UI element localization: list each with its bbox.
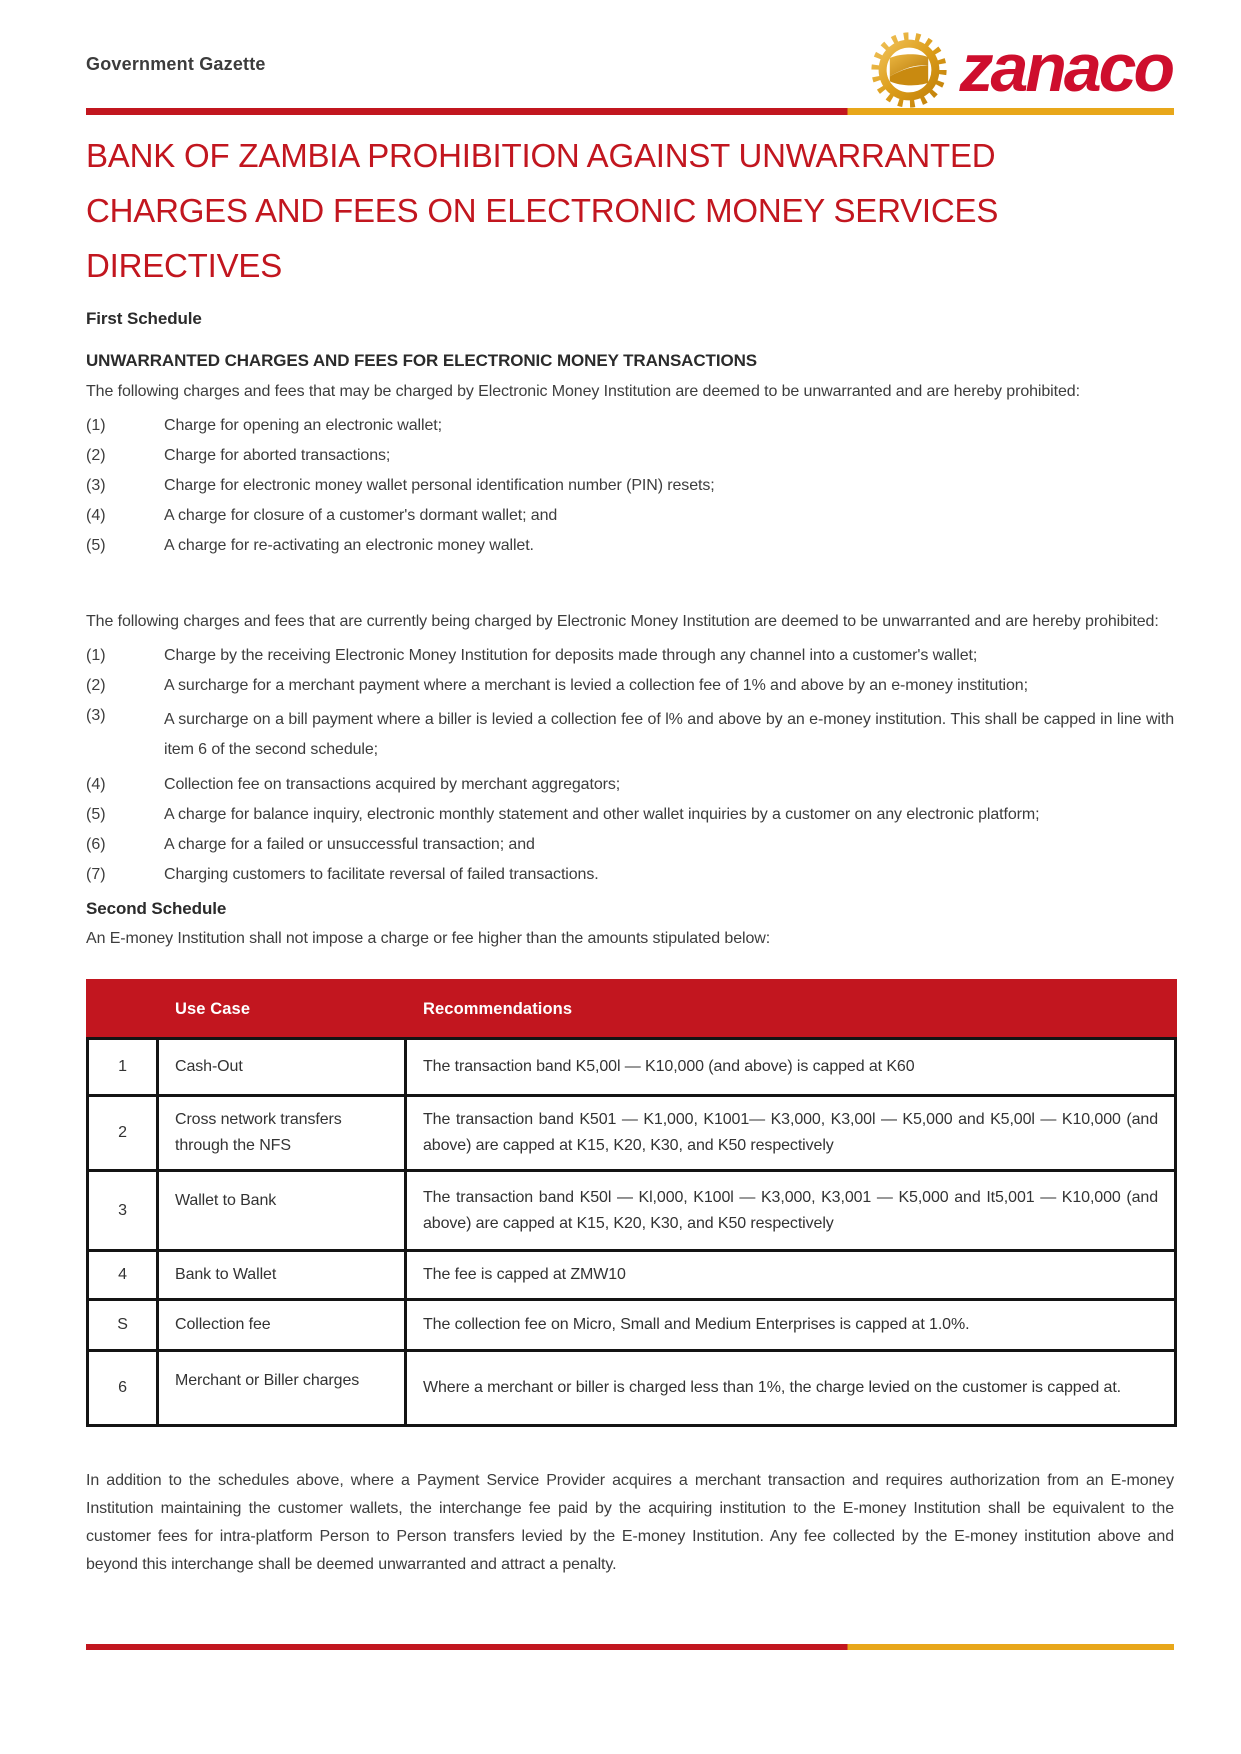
use-case-cell: Bank to Wallet xyxy=(158,1251,406,1300)
table-header-row xyxy=(88,981,1176,1039)
list-item xyxy=(86,445,1174,466)
table-row xyxy=(88,1171,1176,1251)
list-item-text: Charge for electronic money wallet personal identification number (PIN) resets; xyxy=(164,477,715,494)
list-item xyxy=(86,834,1174,855)
unwarranted-charges-subheading: UNWARRANTED CHARGES AND FEES FOR ELECTRONIC MONEY TRANSACTIONS xyxy=(86,351,757,370)
list-item-number: (2) xyxy=(86,677,106,694)
list-item-text: Collection fee on transactions acquired by merchant aggregators; xyxy=(164,776,621,793)
gazette-label: Government Gazette xyxy=(86,54,266,74)
list-item-text: A surcharge on a bill payment where a biller is levied a collection fee of l% and above by an e-money institution. This shall be capped in line with item 6 of the second schedule; xyxy=(164,711,1174,758)
table-row xyxy=(88,1251,1176,1300)
page-title xyxy=(86,128,1174,293)
recommendation-cell: The transaction band K501 — K1,000, K1001— K3,000, K3,00l — K5,000 and K5,00l — K10,000 (and above) are capped at K15, K20, K30, and K50 respectively xyxy=(406,1096,1176,1171)
header-cell-use-case: Use Case xyxy=(158,981,406,1039)
recommendation-cell: The fee is capped at ZMW10 xyxy=(406,1251,1176,1300)
list-item-number: (3) xyxy=(86,707,106,724)
row-number: 6 xyxy=(88,1351,158,1426)
row-number: 1 xyxy=(88,1039,158,1096)
second-schedule-intro: An E-money Institution shall not impose a charge or fee higher than the amounts stipulated below: xyxy=(86,930,771,947)
prohibited-charges-list-1 xyxy=(86,415,1174,556)
page-title-line-1: BANK OF ZAMBIA PROHIBITION AGAINST UNWARRANTED xyxy=(86,137,996,174)
header-cell-number xyxy=(88,981,158,1039)
second-schedule-heading: Second Schedule xyxy=(86,899,227,918)
list-item-number: (1) xyxy=(86,417,106,434)
list-item-number: (1) xyxy=(86,647,106,664)
page-header xyxy=(86,0,1174,106)
list-item xyxy=(86,774,1174,795)
header-cell-recommendations: Recommendations xyxy=(406,981,1176,1039)
list-item xyxy=(86,675,1174,696)
prohibited-charges-list-2 xyxy=(86,645,1174,885)
row-number: 3 xyxy=(88,1171,158,1251)
list-item-text: Charge for aborted transactions; xyxy=(164,447,391,464)
list-item-text: A surcharge for a merchant payment where a merchant is levied a collection fee of 1% and above by an e-money institution; xyxy=(164,677,1028,694)
first-schedule-intro-1: The following charges and fees that may be charged by Electronic Money Institution are deemed to be unwarranted and are hereby prohibited: xyxy=(86,383,1080,400)
table-row xyxy=(88,1039,1176,1096)
list-item xyxy=(86,864,1174,885)
list-item-text: Charge by the receiving Electronic Money Institution for deposits made through any channel into a customer's wallet; xyxy=(164,647,978,664)
row-number: 4 xyxy=(88,1251,158,1300)
list-item xyxy=(86,505,1174,526)
list-item-number: (4) xyxy=(86,776,106,793)
list-item-text: A charge for balance inquiry, electronic monthly statement and other wallet inquiries by a customer on any electronic platform; xyxy=(164,806,1040,823)
list-item xyxy=(86,804,1174,825)
footer-divider-bar xyxy=(86,1644,1174,1650)
list-item-number: (5) xyxy=(86,537,106,554)
table-row xyxy=(88,1300,1176,1351)
list-item xyxy=(86,705,1174,765)
list-item-number: (6) xyxy=(86,836,106,853)
list-item-text: A charge for a failed or unsuccessful transaction; and xyxy=(164,836,535,853)
use-case-cell: Cross network transfers through the NFS xyxy=(158,1096,406,1171)
first-schedule-intro-2: The following charges and fees that are currently being charged by Electronic Money Institution are deemed to be unwarranted and are hereby prohibited: xyxy=(86,613,1159,630)
list-item-number: (5) xyxy=(86,806,106,823)
list-item xyxy=(86,415,1174,436)
row-number: 2 xyxy=(88,1096,158,1171)
list-item-number: (4) xyxy=(86,507,106,524)
recommendation-cell: The collection fee on Micro, Small and Medium Enterprises is capped at 1.0%. xyxy=(406,1300,1176,1351)
list-item-text: A charge for re-activating an electronic money wallet. xyxy=(164,537,534,554)
list-item-number: (2) xyxy=(86,447,106,464)
zanaco-logo xyxy=(869,28,1174,112)
table-row xyxy=(88,1351,1176,1426)
list-item-text: Charging customers to facilitate reversal of failed transactions. xyxy=(164,866,599,883)
use-case-cell: Merchant or Biller charges xyxy=(158,1351,406,1426)
list-item-number: (7) xyxy=(86,866,106,883)
list-item-text: Charge for opening an electronic wallet; xyxy=(164,417,442,434)
row-number: S xyxy=(88,1300,158,1351)
list-item xyxy=(86,645,1174,666)
fee-caps-table xyxy=(86,979,1177,1427)
use-case-cell: Cash-Out xyxy=(158,1039,406,1096)
recommendation-cell: Where a merchant or biller is charged less than 1%, the charge levied on the customer is capped at. xyxy=(406,1351,1176,1426)
list-item xyxy=(86,535,1174,556)
recommendation-cell: The transaction band K50l — Kl,000, K100l — K3,000, K3,001 — K5,000 and It5,001 — K10,000 (and above) are capped at K15, K20, K30, and K50 respectively xyxy=(406,1171,1176,1251)
closing-paragraph: In addition to the schedules above, where a Payment Service Provider acquires a merchant transaction and requires authorization from an E-money Institution maintaining the customer wallets, the interchange fee paid by the acquiring institution to the E-money Institution shall be equivalent to the customer fees for intra-platform Person to Person transfers levied by the E-money Institution. Any fee collected by the E-money institution above and beyond this interchange shall be deemed unwarranted and attract a penalty. xyxy=(86,1472,1174,1573)
zanaco-gear-icon xyxy=(869,28,949,112)
zanaco-wordmark: zanaco xyxy=(959,30,1172,106)
page-title-line-2: CHARGES AND FEES ON ELECTRONIC MONEY SERVICES DIRECTIVES xyxy=(86,192,999,284)
list-item-text: A charge for closure of a customer's dormant wallet; and xyxy=(164,507,558,524)
list-item-number: (3) xyxy=(86,477,106,494)
use-case-cell: Collection fee xyxy=(158,1300,406,1351)
recommendation-cell: The transaction band K5,00l — K10,000 (and above) is capped at K60 xyxy=(406,1039,1176,1096)
first-schedule-heading: First Schedule xyxy=(86,309,202,328)
use-case-cell: Wallet to Bank xyxy=(158,1171,406,1251)
list-item xyxy=(86,475,1174,496)
table-row xyxy=(88,1096,1176,1171)
